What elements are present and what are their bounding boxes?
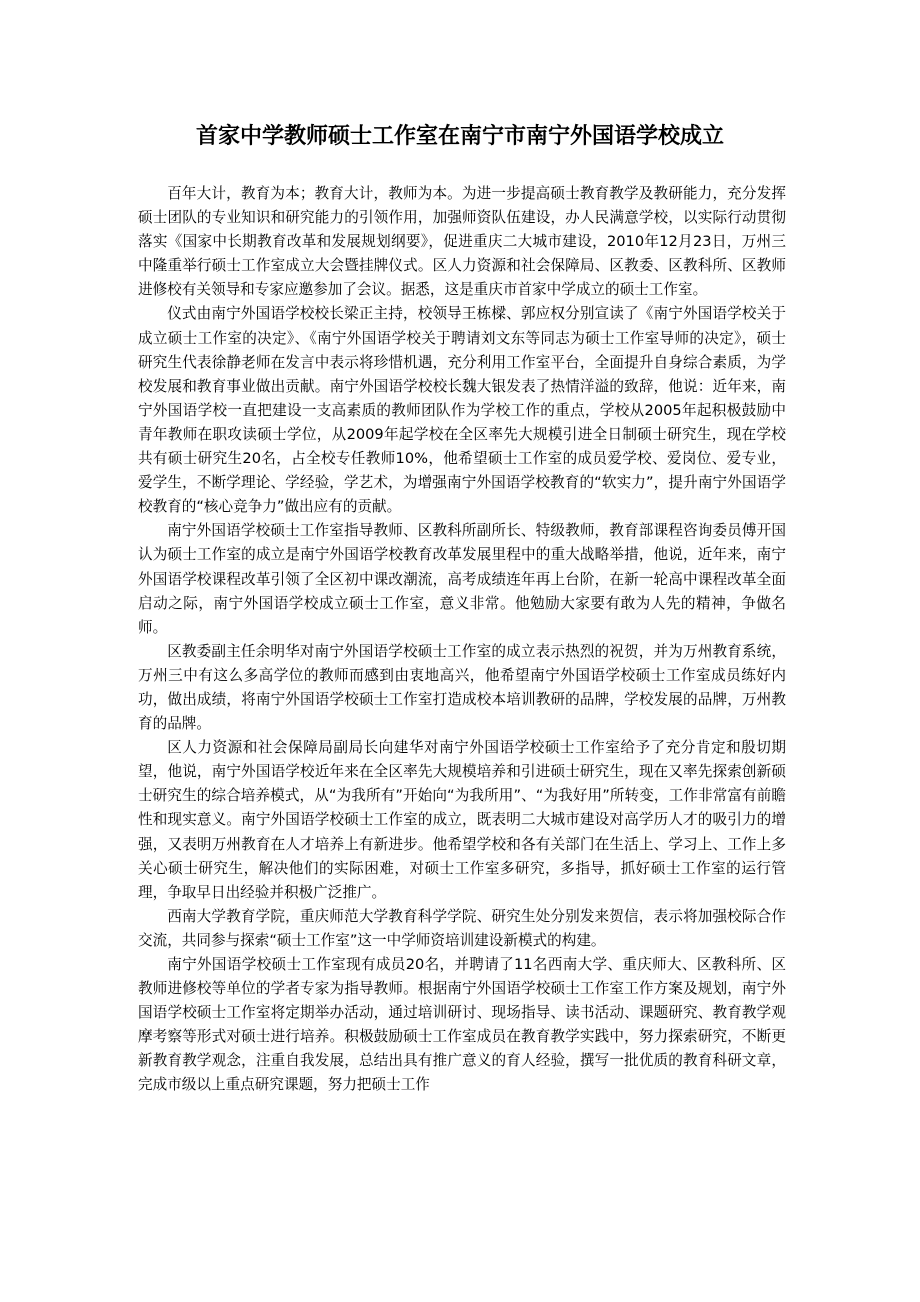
paragraph-7: 南宁外国语学校硕士工作室现有成员20名，并聘请了11名西南大学、重庆师大、区教科所、区教师进修校等单位的学者专家为指导教师。根据南宁外国语学校硕士工作室工作方案及规划，南宁外国语学校硕士工作室将定期举办活动，通过培训研讨、现场指导、读书活动、课题研究、教育教学观摩考察等形式对硕士进行培养。积极鼓励硕士工作室成员在教育教学实践中，努力探索研究，不断更新教育教学观念，注重自我发展，总结出具有推广意义的育人经验，撰写一批优质的教育科研文章，完成市级以上重点研究课题，努力把硕士工作 <box>138 956 786 1094</box>
paragraph-5: 区人力资源和社会保障局副局长向建华对南宁外国语学校硕士工作室给予了充分肯定和殷切期望，他说，南宁外国语学校近年来在全区率先大规模培养和引进硕士研究生，现在又率先探索创新硕士研究生的综合培养模式，从“为我所有”开始向“为我所用”、“为我好用”所转变，工作非常富有前瞻性和现实意义。南宁外国语学校硕士工作室的成立，既表明二大城市建设对高学历人才的吸引力的增强，又表明万州教育在人才培养上有新进步。他希望学校和各有关部门在生活上、学习上、工作上多关心硕士研究生，解决他们的实际困难，对硕士工作室多研究，多指导，抓好硕士工作室的运行管理，争取早日出经验并积极广泛推广。 <box>138 739 786 901</box>
paragraph-2: 仪式由南宁外国语学校校长梁正主持，校领导王栋樑、郭应权分别宣读了《南宁外国语学校关于成立硕士工作室的决定》、《南宁外国语学校关于聘请刘文东等同志为硕士工作室导师的决定》，硕士研究生代表徐静老师在发言中表示将珍惜机遇，充分利用工作室平台，全面提升自身综合素质，为学校发展和教育事业做出贡献。南宁外国语学校校长魏大银发表了热情洋溢的致辞，他说：近年来，南宁外国语学校一直把建设一支高素质的教师团队作为学校工作的重点，学校从2005年起积极鼓励中青年教师在职攻读硕士学位，从2009年起学校在全区率先大规模引进全日制硕士研究生，现在学校共有硕士研究生20名，占全校专任教师10%，他希望硕士工作室的成员爱学校、爱岗位、爱专业，爱学生，不断学理论、学经验，学艺术，为增强南宁外国语学校教育的“软实力”，提升南宁外国语学校教育的“核心竞争力”做出应有的贡献。 <box>138 305 786 516</box>
paragraph-3: 南宁外国语学校硕士工作室指导教师、区教科所副所长、特级教师，教育部课程咨询委员傅开国认为硕士工作室的成立是南宁外国语学校教育改革发展里程中的重大战略举措，他说，近年来，南宁外国语学校课程改革引领了全区初中课改潮流，高考成绩连年再上台阶，在新一轮高中课程改革全面启动之际，南宁外国语学校成立硕士工作室，意义非常。他勉励大家要有敢为人先的精神，争做名师。 <box>138 522 786 636</box>
paragraph-1: 百年大计，教育为本；教育大计，教师为本。为进一步提高硕士教育教学及教研能力，充分发挥硕士团队的专业知识和研究能力的引领作用，加强师资队伍建设，办人民满意学校，以实际行动贯彻落实《国家中长期教育改革和发展规划纲要》，促进重庆二大城市建设，2010年12月23日，万州三中隆重举行硕士工作室成立大会暨挂牌仪式。区人力资源和社会保障局、区教委、区教科所、区教师进修校有关领导和专家应邀参加了会议。据悉，这是重庆市首家中学成立的硕士工作室。 <box>138 185 786 299</box>
paragraph-6: 西南大学教育学院，重庆师范大学教育科学学院、研究生处分别发来贺信，表示将加强校际合作交流，共同参与探索“硕士工作室”这一中学师资培训建设新模式的构建。 <box>138 907 786 949</box>
document-title: 首家中学教师硕士工作室在南宁市南宁外国语学校成立 <box>195 124 724 149</box>
paragraph-4: 区教委副主任余明华对南宁外国语学校硕士工作室的成立表示热烈的祝贺，并为万州教育系统，万州三中有这么多高学位的教师而感到由衷地高兴，他希望南宁外国语学校硕士工作室成员练好内功，做出成绩，将南宁外国语学校硕士工作室打造成校本培训教研的品牌，学校发展的品牌，万州教育的品牌。 <box>138 642 786 733</box>
document-body <box>138 182 786 1098</box>
